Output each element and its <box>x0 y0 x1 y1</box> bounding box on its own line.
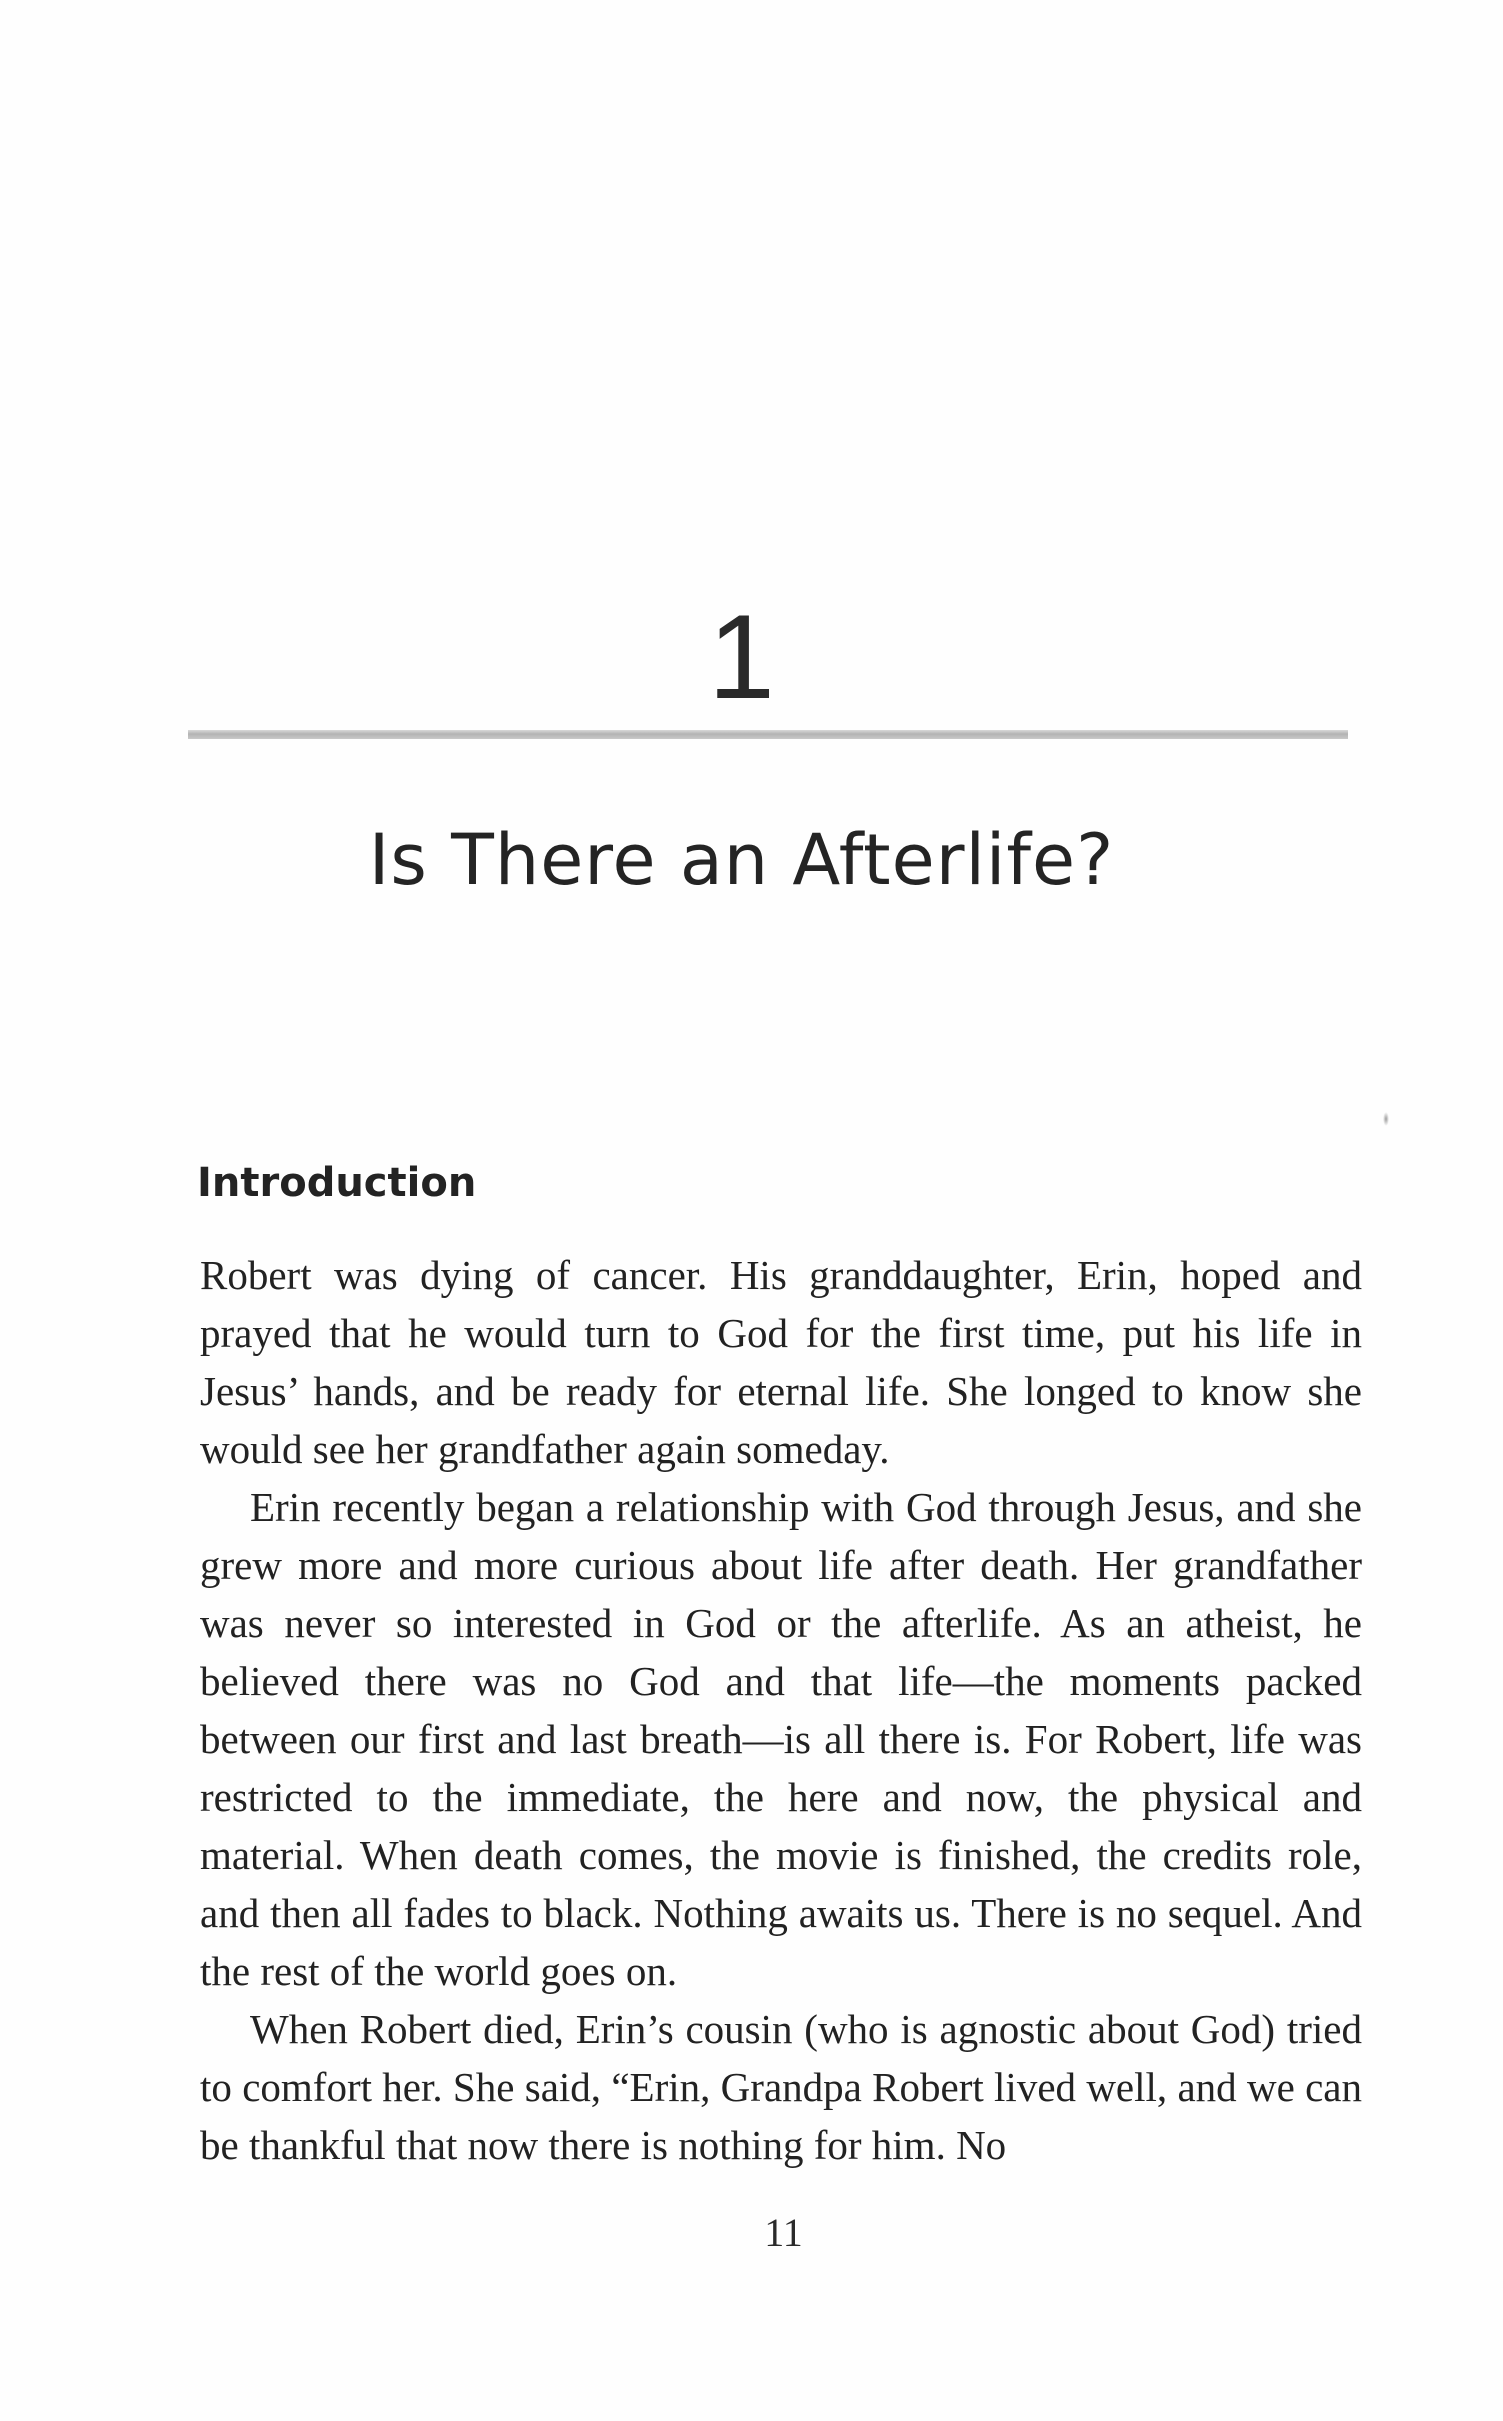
chapter-number: 1 <box>708 590 775 724</box>
chapter-title: Is There an Afterlife? <box>368 819 1115 901</box>
section-heading: Introduction <box>197 1160 477 1206</box>
chapter-divider-rule <box>188 730 1348 739</box>
page-number: 11 <box>764 2210 803 2255</box>
paragraph-2: Erin recently began a relationship with God through Jesus, and she grew more and more curious about life after death. Her grandfather was never so interested in God or the afterlife. As an atheist, he believed there was no God and that life—the moments packed between our first and last breath—is all there is. For Robert, life was restricted to the immediate, the here and now, the physical and material. When death comes, the movie is finished, the credits role, and then all fades to black. Nothing awaits us. There is no sequel. And the rest of the world goes on. <box>200 1484 1362 1994</box>
paragraph-3: When Robert died, Erin’s cousin (who is agnostic about God) tried to comfort her. She said, “Erin, Grandpa Robert lived well, and we can be thankful that now there is nothing for him. No <box>200 2006 1362 2168</box>
body-text <box>200 1246 1362 2174</box>
paragraph-1: Robert was dying of cancer. His granddaughter, Erin, hoped and prayed that he would turn to God for the first time, put his life in Jesus’ hands, and be ready for eternal life. She longed to know she would see her grandfather again someday. <box>200 1252 1362 1472</box>
scan-speck <box>1383 1112 1389 1126</box>
